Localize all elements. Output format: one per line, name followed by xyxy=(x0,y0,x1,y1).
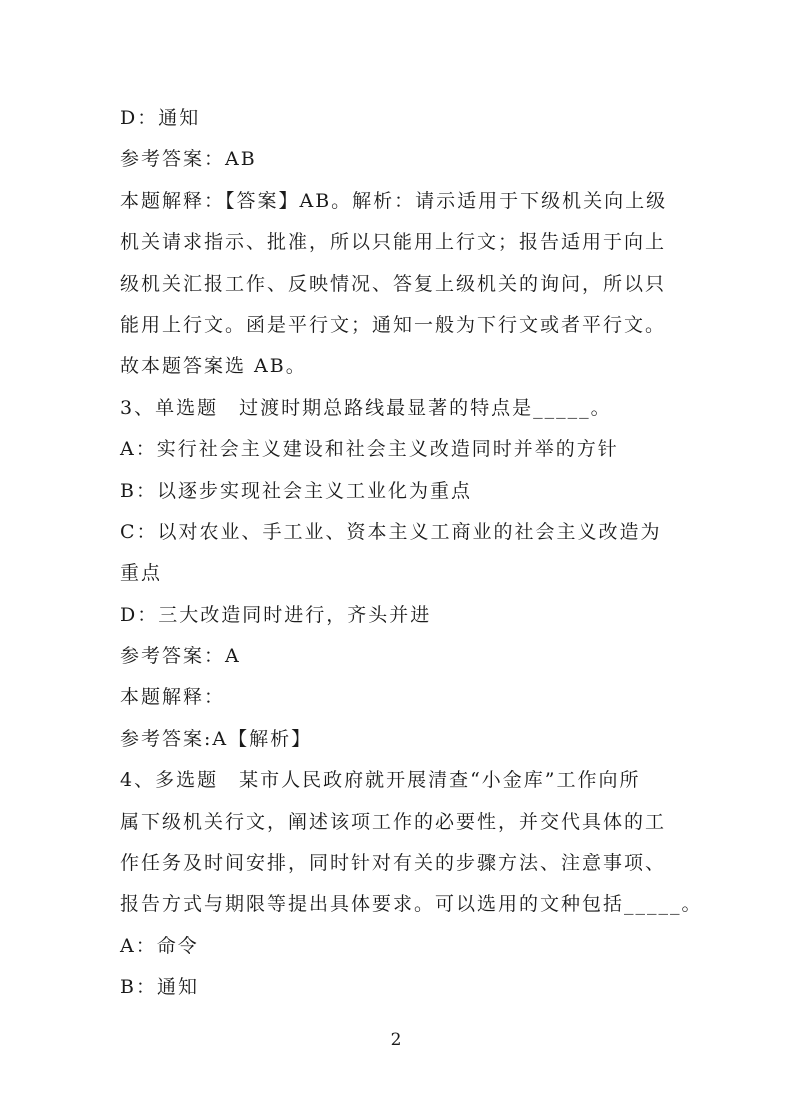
q3-option-a: A：实行社会主义建设和社会主义改造同时并举的方针 xyxy=(120,438,619,461)
option-d-prev: D：通知 xyxy=(120,107,201,129)
explanation-q3-heading: 本题解释： xyxy=(120,686,226,709)
question-4-line-1: 4、多选题 某市人民政府就开展清查“小金库”工作向所 xyxy=(120,769,641,792)
explanation-q2-line-2: 机关请求指示、批准，所以只能用上行文；报告适用于向上 xyxy=(120,231,667,254)
explanation-q3-body: 参考答案:A【解析】 xyxy=(120,727,313,750)
question-4-line-4: 报告方式与期限等提出具体要求。可以选用的文种包括_____。 xyxy=(120,893,703,916)
question-3: 3、单选题 过渡时期总路线最显著的特点是_____。 xyxy=(120,396,612,419)
explanation-q2-line-3: 级机关汇报工作、反映情况、答复上级机关的询问，所以只 xyxy=(120,272,667,295)
explanation-q2-line-4: 能用上行文。函是平行文；通知一般为下行文或者平行文。 xyxy=(120,313,667,336)
page-number: 2 xyxy=(390,1030,402,1050)
question-4-line-3: 作任务及时间安排，同时针对有关的步骤方法、注意事项、 xyxy=(120,852,667,875)
answer-q3: 参考答案：A xyxy=(120,645,241,668)
q4-option-b: B：通知 xyxy=(120,976,199,999)
page-body xyxy=(120,98,703,1009)
q3-option-b: B：以逐步实现社会主义工业化为重点 xyxy=(120,479,472,502)
answer-q2: 参考答案：AB xyxy=(120,148,257,171)
explanation-q2-line-5: 故本题答案选 AB。 xyxy=(120,355,307,378)
question-4-line-2: 属下级机关行文，阐述该项工作的必要性，并交代具体的工 xyxy=(120,810,667,833)
q3-option-d: D：三大改造同时进行，齐头并进 xyxy=(120,603,432,626)
explanation-q2-line-1: 本题解释：【答案】AB。解析：请示适用于下级机关向上级 xyxy=(120,189,668,212)
q3-option-c-line-1: C：以对农业、手工业、资本主义工商业的社会主义改造为 xyxy=(120,520,662,543)
q3-option-c-line-2: 重点 xyxy=(120,562,163,585)
q4-option-a: A：命令 xyxy=(120,934,199,957)
